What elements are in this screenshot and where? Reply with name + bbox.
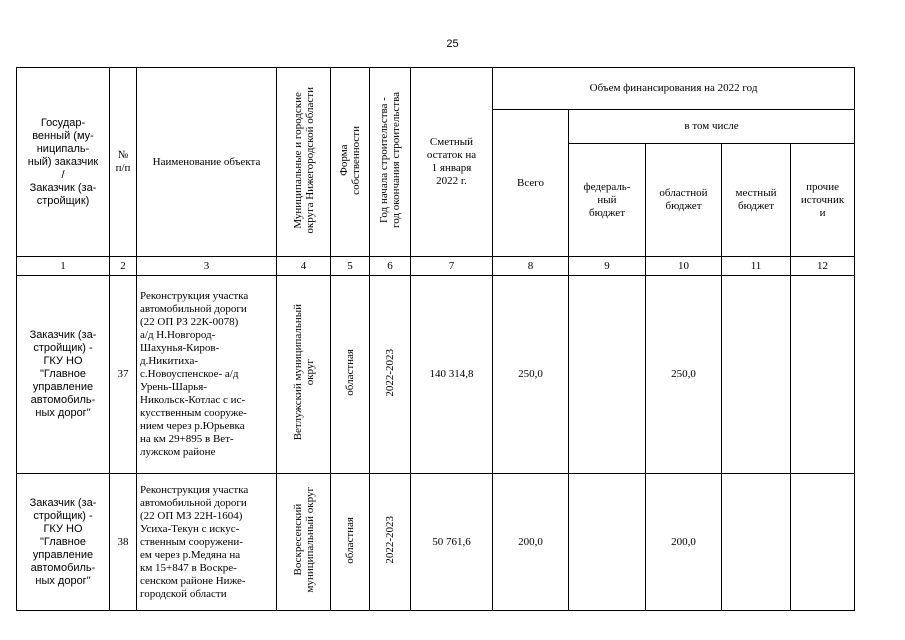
financing-table <box>16 67 855 611</box>
total-cell: 200,0 <box>493 474 569 611</box>
ownership-cell: областная <box>331 276 370 474</box>
table-row <box>17 474 855 611</box>
years-cell: 2022-2023 <box>370 474 411 611</box>
page-number: 25 <box>446 38 459 50</box>
column-number: 11 <box>722 257 791 276</box>
header-object-name: Наименование объекта <box>137 68 277 257</box>
column-number: 12 <box>791 257 855 276</box>
customer-cell: Заказчик (за- стройщик) - ГКУ НО "Главное управление автомобиль- ных дорог" <box>17 474 110 611</box>
column-number: 2 <box>110 257 137 276</box>
federal-cell <box>569 276 646 474</box>
federal-cell <box>569 474 646 611</box>
column-number: 3 <box>137 257 277 276</box>
row-number-cell: 38 <box>110 474 137 611</box>
column-number: 4 <box>277 257 331 276</box>
local-cell <box>722 474 791 611</box>
header-including: в том числе <box>569 110 855 144</box>
ownership-cell: областная <box>331 474 370 611</box>
column-number: 7 <box>411 257 493 276</box>
local-cell <box>722 276 791 474</box>
municipality-cell: Ветлужский муниципальный округ <box>277 276 331 474</box>
header-years: Год начала строительства - год окончания строительства <box>370 68 411 257</box>
header-other: прочие источник и <box>791 144 855 257</box>
header-municipality: Муниципальные и городские округа Нижегородской области <box>277 68 331 257</box>
municipality-cell: Воскресенский муниципальный округ <box>277 474 331 611</box>
total-cell: 250,0 <box>493 276 569 474</box>
object-name-cell: Реконструкция участка автомобильной дороги (22 ОП РЗ 22К-0078) а/д Н.Новгород- Шахунья-Киров- д.Никитиха- с.Новоуспенское- а/д Урень-Шарья- Никольск-Котлас с ис- кусственным сооруже- нием через р.Юрьевка на км 29+895 в Вет- лужском районе <box>137 276 277 474</box>
years-cell: 2022-2023 <box>370 276 411 474</box>
table-row <box>17 276 855 474</box>
column-number: 9 <box>569 257 646 276</box>
other-cell <box>791 276 855 474</box>
column-number: 10 <box>646 257 722 276</box>
header-customer: Государ- венный (му- ниципаль- ный) заказчик / Заказчик (за- стройщик) <box>17 68 110 257</box>
column-number: 1 <box>17 257 110 276</box>
estimated-balance-cell: 140 314,8 <box>411 276 493 474</box>
object-name-cell: Реконструкция участка автомобильной дороги (22 ОП МЗ 22Н-1604) Усиха-Текун с искус- ственным сооружени- ем через р.Медяна на км 15+847 в Воскре- сенском районе Ниже- городской области <box>137 474 277 611</box>
header-financing: Объем финансирования на 2022 год <box>493 68 855 110</box>
regional-cell: 200,0 <box>646 474 722 611</box>
header-total: Всего <box>493 110 569 257</box>
header-regional: областной бюджет <box>646 144 722 257</box>
header-ownership: Форма собственности <box>331 68 370 257</box>
customer-cell: Заказчик (за- стройщик) - ГКУ НО "Главное управление автомобиль- ных дорог" <box>17 276 110 474</box>
column-number: 8 <box>493 257 569 276</box>
header-federal: федераль- ный бюджет <box>569 144 646 257</box>
estimated-balance-cell: 50 761,6 <box>411 474 493 611</box>
column-number: 5 <box>331 257 370 276</box>
column-number: 6 <box>370 257 411 276</box>
header-local: местный бюджет <box>722 144 791 257</box>
regional-cell: 250,0 <box>646 276 722 474</box>
other-cell <box>791 474 855 611</box>
header-num: № п/п <box>110 68 137 257</box>
header-estimated-balance: Сметный остаток на 1 января 2022 г. <box>411 68 493 257</box>
row-number-cell: 37 <box>110 276 137 474</box>
